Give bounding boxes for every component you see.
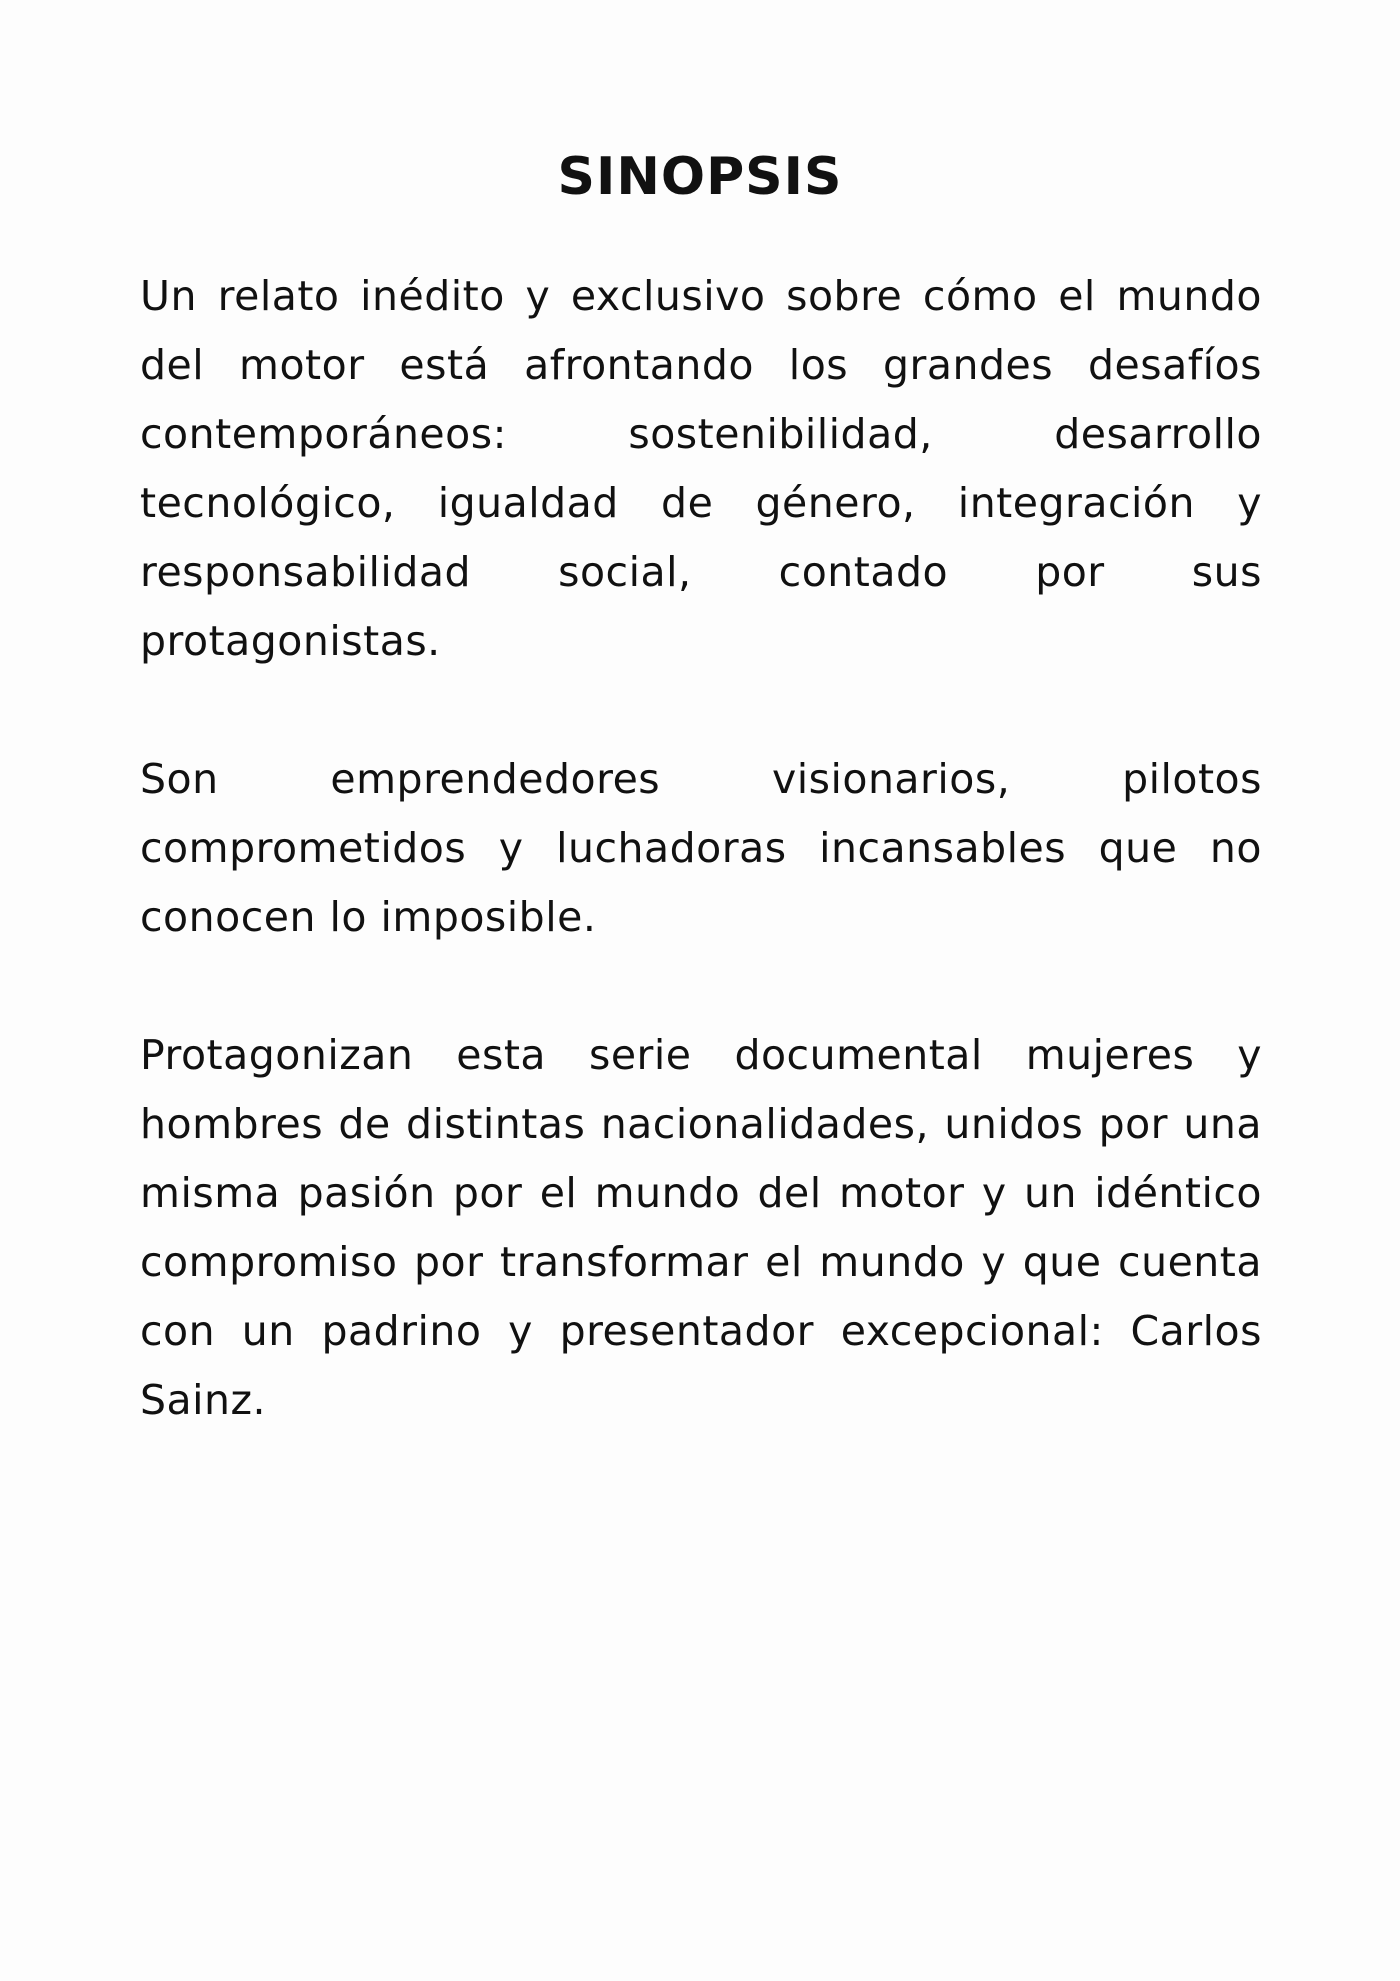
paragraph-series: Protagonizan esta serie documental mujeres y hombres de distintas nacionalidades, unidos por una misma pasión por el mundo del motor y un idéntico compromiso por transformar el mundo y que cuenta con un padrino y presentador excepcional: Carlos Sainz. <box>140 1031 1262 1424</box>
synopsis-body <box>140 262 1262 1435</box>
page-title: SINOPSIS <box>557 147 843 207</box>
paragraph-intro: Un relato inédito y exclusivo sobre cómo el mundo del motor está afrontando los grandes desafíos contemporáneos: sostenibilidad, desarrollo tecnológico, igualdad de género, integración y responsabilidad social, contado por sus protagonistas. <box>140 272 1262 665</box>
paragraph-protagonists: Son emprendedores visionarios, pilotos comprometidos y luchadoras incansables que no conocen lo imposible. <box>140 755 1262 941</box>
